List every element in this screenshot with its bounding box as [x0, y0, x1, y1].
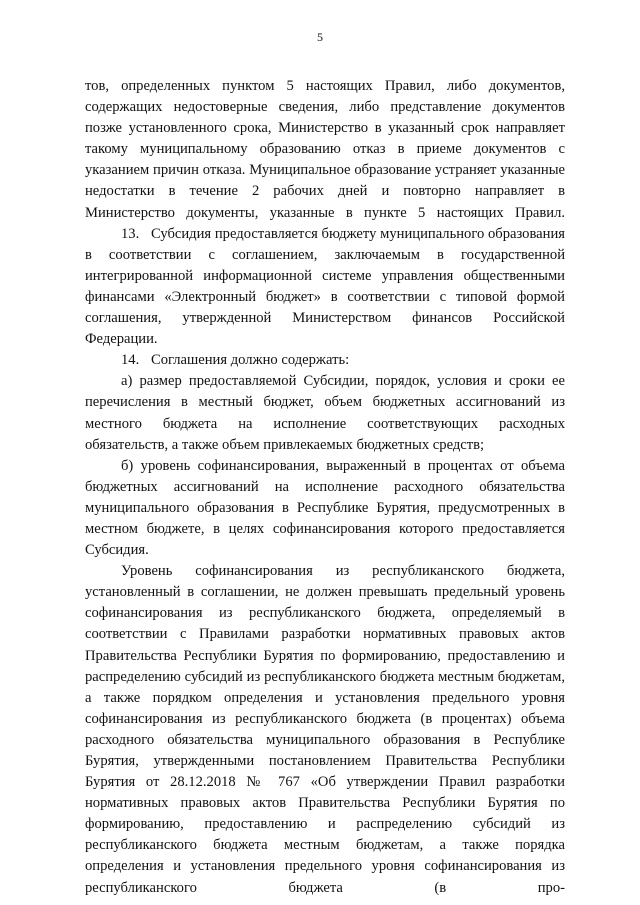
paragraph-text: Субсидия предоставляется бюджету муниципального образования в соответствии с соглашением, заключаемым в государственной интегрированной информационной системе управления общественными финансами «Электронный бюджет» в соответствии с типовой формой соглашения, утвержденной Министерством финансов Российской Федерации. — [85, 225, 565, 348]
subitem-a: а) размер предоставляемой Субсидии, порядок, условия и сроки ее перечисления в местный бюджет, объем бюджетных ассигнований из местного бюджета на исполнение соответствующих расходных обязательств, а также объем привлекаемых бюджетных средств; — [85, 373, 565, 453]
document-body — [85, 76, 565, 899]
paragraph-14 — [85, 350, 565, 371]
paragraph-number: 14. — [121, 352, 140, 369]
paragraph-number: 13. — [121, 225, 140, 242]
paragraph-cofinancing: Уровень софинансирования из республиканского бюджета, установленный в соглашении, не должен превышать предельный уровень софинансирования из республиканского бюджета, определяемый в соответствии с Правилами разработки нормативных правовых актов Правительства Республики Бурятия по формированию, предоставлению и распределению субсидий из республиканского бюджета местным бюджетам, а также порядком определения и установления предельного уровня софинансирования из республиканского бюджета (в процентах) объема расходного обязательства муниципального образования в Республике Бурятия, утвержденными постановлением Правительства Республики Бурятия от 28.12.2018 № 767 «Об утверждении Правил разработки нормативных правовых актов Правительства Республики Бурятия по формированию, предоставлению и распределению субсидий из республиканского бюджета местным бюджетам, а также порядка определения и установления предельного уровня софинансирования из республиканского бюджета (в про- — [85, 563, 565, 896]
page-number: 5 — [317, 30, 323, 44]
paragraph-13 — [85, 224, 565, 351]
paragraph-continuation: тов, определенных пунктом 5 настоящих Правил, либо документов, содержащих недостоверные сведения, либо представление документов позже установленного срока, Министерство в указанный срок направляет такому муниципальному образованию отказ в приеме документов с указанием причин отказа. Муниципальное образование устраняет указанные недостатки в течение 2 рабочих дней и повторно направляет в Министерство документы, указанные в пункте 5 настоящих Правил. — [85, 78, 565, 221]
paragraph-text: Соглашения должно содержать: — [151, 352, 350, 369]
subitem-b: б) уровень софинансирования, выраженный в процентах от объема бюджетных ассигнований на исполнение расходного обязательства муниципального образования в Республике Бурятия, предусмотренных в местном бюджете, в целях софинансирования которого предоставляется Субсидия. — [85, 457, 565, 559]
